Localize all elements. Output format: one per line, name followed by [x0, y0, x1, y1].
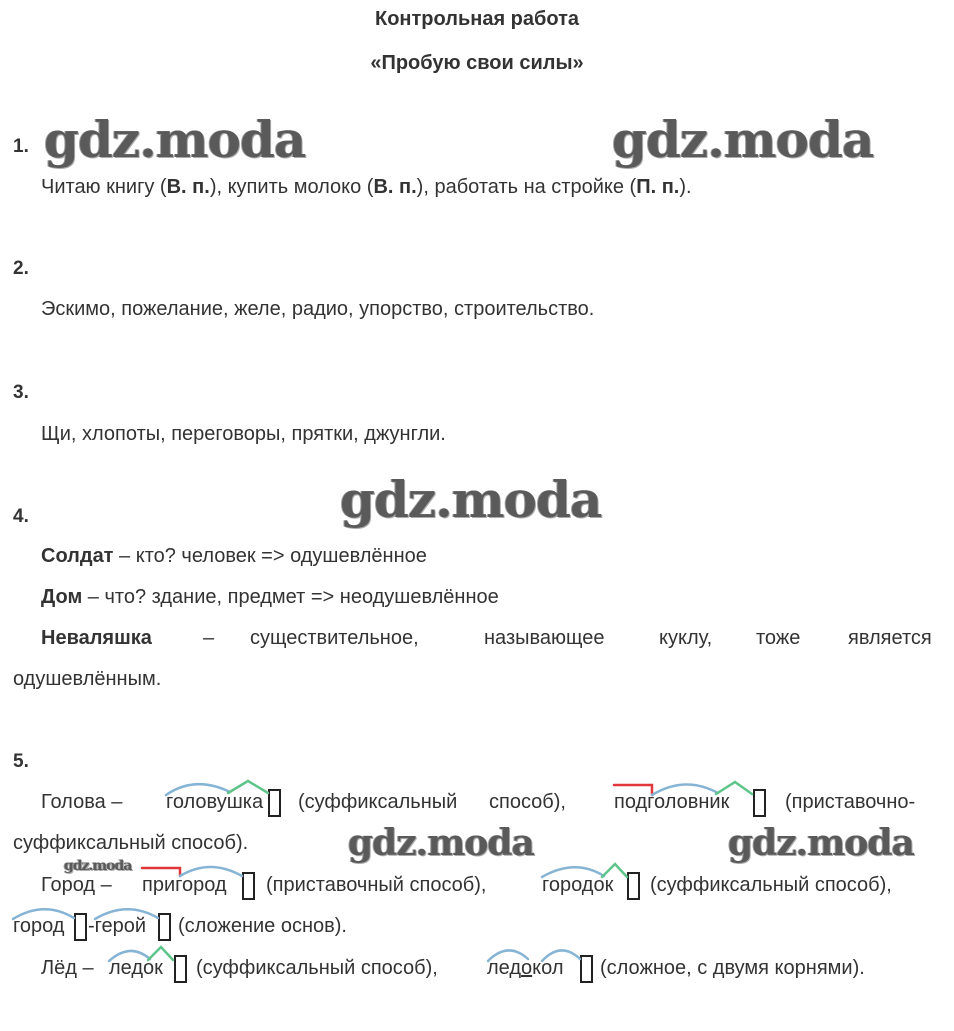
page-subtitle: «Пробую свои силы» — [370, 52, 584, 74]
task-5-derived-word: подголовник — [614, 791, 730, 813]
task-4-text: является — [848, 627, 932, 649]
ending-box — [74, 913, 87, 941]
task-5-word: Лёд – — [41, 957, 94, 979]
ending-box — [627, 872, 640, 900]
task-4-text: куклу, — [659, 627, 713, 649]
task-5-derived-word: ледок — [109, 957, 163, 979]
task-5-text: суффиксальный способ). — [13, 832, 249, 854]
task-4-text: существительное, — [250, 627, 419, 649]
ending-box — [268, 789, 281, 817]
task-4-line-4: одушевлённым. — [13, 668, 162, 690]
task-5-text: (суффиксальный способ), — [650, 874, 892, 896]
ending-box — [242, 872, 255, 900]
task-1-text: Читаю книгу (В. п.), купить молоко (В. п.), работать на стройке (П. п.). — [41, 176, 692, 198]
task-5-derived-word: пригород — [142, 874, 227, 896]
task-number: 1. — [13, 136, 29, 157]
task-number: 2. — [13, 258, 29, 279]
task-4-text: тоже — [756, 627, 801, 649]
task-5-text: (сложение основ). — [178, 915, 347, 937]
watermark-logo: gdz.moda — [44, 110, 306, 169]
task-5-word: Голова – — [41, 791, 123, 813]
task-4-line-1: Солдат – кто? человек => одушевлённое — [41, 545, 427, 567]
watermark-logo: gdz.moda — [64, 858, 132, 874]
task-5-derived-word: городок — [542, 874, 614, 896]
task-4-line-2: Дом – что? здание, предмет => неодушевлённое — [41, 586, 499, 608]
task-5-derived-word: -герой — [88, 915, 147, 937]
task-5-text: (сложное, с двумя корнями). — [600, 957, 865, 979]
task-5-text: способ), — [489, 791, 566, 813]
ending-box — [580, 955, 593, 983]
page-title: Контрольная работа — [375, 8, 579, 30]
task-number: 4. — [13, 506, 29, 527]
task-4-dash: – — [203, 627, 215, 649]
task-4-word: Неваляшка — [41, 627, 152, 649]
task-5-derived-word: головушка — [166, 791, 264, 813]
watermark-logo: gdz.moda — [340, 470, 602, 529]
watermark-logo: gdz.moda — [612, 110, 874, 169]
task-5-derived-word: ледокол — [487, 957, 564, 979]
watermark-logo: gdz.moda — [728, 822, 914, 864]
watermark-logo: gdz.moda — [348, 822, 534, 864]
ending-box — [174, 955, 187, 983]
task-5-text: (суффиксальный — [298, 791, 458, 813]
ending-box — [158, 913, 171, 941]
task-4-text: называющее — [484, 627, 605, 649]
task-number: 5. — [13, 751, 29, 772]
task-5-word: Город – — [41, 874, 112, 896]
task-5-text: (приставочный способ), — [266, 874, 487, 896]
task-3-text: Щи, хлопоты, переговоры, прятки, джунгли. — [41, 423, 446, 445]
ending-box — [753, 789, 766, 817]
task-5-derived-word: город — [13, 915, 65, 937]
task-2-text: Эскимо, пожелание, желе, радио, упорство, строительство. — [41, 298, 595, 320]
task-number: 3. — [13, 382, 29, 403]
task-5-text: (приставочно- — [785, 791, 916, 813]
task-5-text: (суффиксальный способ), — [196, 957, 438, 979]
